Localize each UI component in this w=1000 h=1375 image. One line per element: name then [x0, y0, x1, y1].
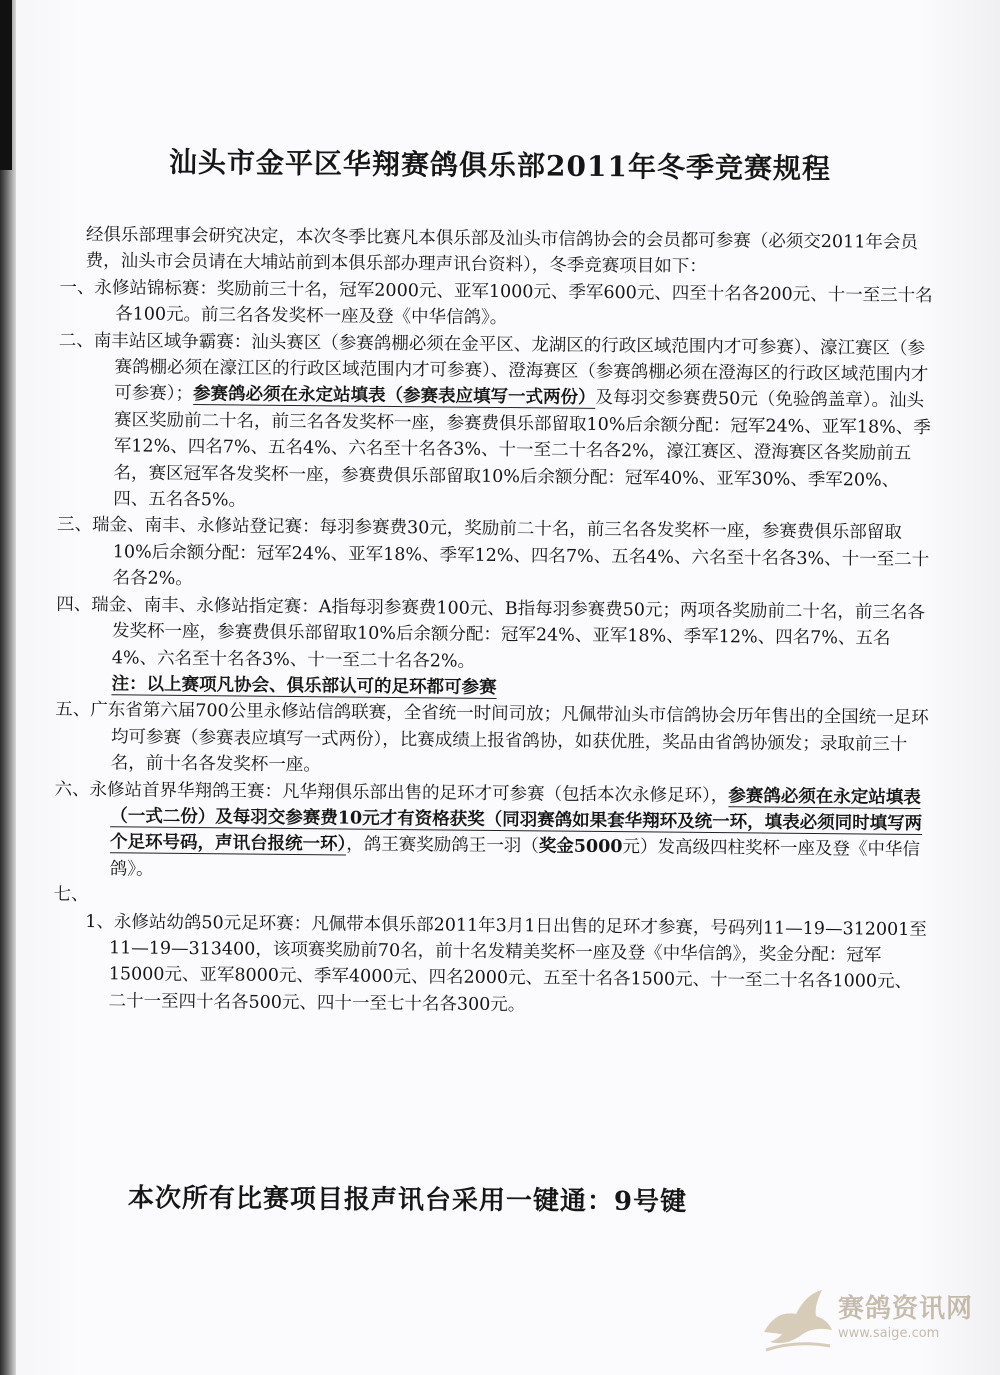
item-3 [56, 512, 933, 599]
item-1 [59, 275, 935, 336]
item-6 [54, 777, 931, 891]
site-watermark [756, 1280, 996, 1364]
item-2 [58, 328, 935, 521]
pigeon-logo-icon [756, 1280, 836, 1360]
item-6-prize: 奖金5000 [538, 836, 623, 858]
document-title: 汕头市金平区华翔赛鸽俱乐部2011年冬季竞赛规程 [168, 145, 832, 186]
item-3-number: 三、 [56, 515, 93, 536]
item-7-1-text: 永修站幼鸽50元足环赛：凡佩带本俱乐部2011年3月1日出售的足环才参赛，号码列11—19—312001至11—19—313400，该项赛奖励前70名，前十名发精美奖杯一座及登《中华信鸽》，奖金分配：冠军15000元、亚军8000元、季军4000元、四名2000元、五至十名各1500元、十一至二十名各1000元、二十一至四十名各500元、四十一至七十名各300元。 [108, 911, 927, 1016]
item-3-text: 瑞金、南丰、永修站登记赛：每羽参赛费30元，奖励前二十名，前三名各发奖杯一座，参赛费俱乐部留取10%后余额分配：冠军24%、亚军18%、季军12%、四名7%、五名4%、六名至十名各3%、十一至二十名各2%。 [91, 515, 930, 590]
item-5 [55, 697, 932, 784]
item-6-text-b: ，鸽王赛奖励鸽王一羽（ [346, 834, 539, 857]
item-6-text-a: 永修站首界华翔鸽王赛：凡华翔俱乐部出售的足环才可参赛（包括本次永修足环）， [89, 779, 729, 806]
item-6-underlined: 参赛鸽必须在永定站填表（一式二份）及每羽交参赛费10元才有资格获奖（同羽赛鸽如果套华翔环及统一环，填表必须同时填写两个足环号码，声讯台报统一环） [109, 785, 923, 855]
item-1-text: 永修站锦标赛：奖励前三十名，冠军2000元、亚军1000元、季军600元、四至十名各200元、十一至三十名各100元。前三名各发奖杯一座及登《中华信鸽》。 [94, 277, 933, 329]
watermark-name: 赛鸽资讯网 [838, 1294, 974, 1324]
footer-note: 本次所有比赛项目报声讯台采用一键通：9号键 [127, 1183, 688, 1218]
item-5-text: 广东省第六届700公里永修站信鸽联赛，全省统一时间司放；凡佩带汕头市信鸽协会历年售出的全国统一足环均可参赛（参赛表应填写一式两份），比赛成绩上报省鸽协，如获优胜，奖品由省鸽协颁发；录取前三十名，前十名各发奖杯一座。 [90, 700, 929, 776]
watermark-url: www.saige.com [838, 1326, 940, 1341]
item-2-underlined: 参赛鸽必须在永定站填表（参赛表应填写一式两份） [193, 384, 596, 409]
item-7-1 [78, 909, 929, 1023]
item-2-number: 二、 [58, 330, 94, 351]
item-4-text: 瑞金、南丰、永修站指定赛：A指每羽参赛费100元、B指每羽参赛费50元；两项各奖励前二十名，前三名各发奖杯一座，参赛费俱乐部留取10%后余额分配：冠军24%、亚军18%、季军12%、四名7%、五名4%、六名至十名各3%、十一至二十名各2%。 [91, 594, 926, 672]
intro-text: 经俱乐部理事会研究决定，本次冬季比赛凡本俱乐部及汕头市信鸽协会的会员都可参赛（必须交2011年会员费，汕头市会员请在大埔站前到本俱乐部办理声讯台资料），冬季竞赛项目如下： [85, 224, 918, 278]
item-4 [56, 592, 933, 679]
binding-edge [0, 0, 16, 1375]
item-2-text-a: 南丰站区域争霸赛：汕头赛区（参赛鸽棚必须在金平区、龙湖区的行政区域范围内才可参赛）、濠江赛区（参赛鸽棚必须在濠江区的行政区域范围内才可参赛）、澄海赛区（参赛鸽棚必须在澄海区的行政区域范围内才可参赛）； [93, 330, 929, 405]
item-2-text-b: 及每羽交参赛费50元（免验鸽盖章）。汕头赛区奖励前二十名，前三名各发奖杯一座，参赛费俱乐部留取10%后余额分配：冠军24%、亚军18%、季军12%、四名7%、五名4%、六名至十名各3%、十一至二十名各2%，濠江赛区、澄海赛区各奖励前五名，赛区冠军各发奖杯一座，参赛费俱乐部留取10%后余额分配：冠军40%、亚军30%、季军20%、四、五名各5%。 [113, 388, 931, 511]
item-7-1-number: 1、 [85, 911, 115, 932]
item-6-text-c: 元）发高级四柱奖杯一座及登《中华信鸽》。 [109, 837, 921, 880]
intro-paragraph [85, 222, 935, 283]
item-5-number: 五、 [55, 700, 91, 721]
item-1-number: 一、 [59, 277, 95, 298]
item-7-number: 七、 [53, 884, 89, 906]
item-4-note-text: 注：以上赛项凡协会、俱乐部认可的足环都可参赛 [111, 674, 497, 698]
item-4-number: 四、 [56, 594, 92, 615]
item-6-number: 六、 [54, 779, 90, 800]
document-body [53, 222, 936, 1022]
